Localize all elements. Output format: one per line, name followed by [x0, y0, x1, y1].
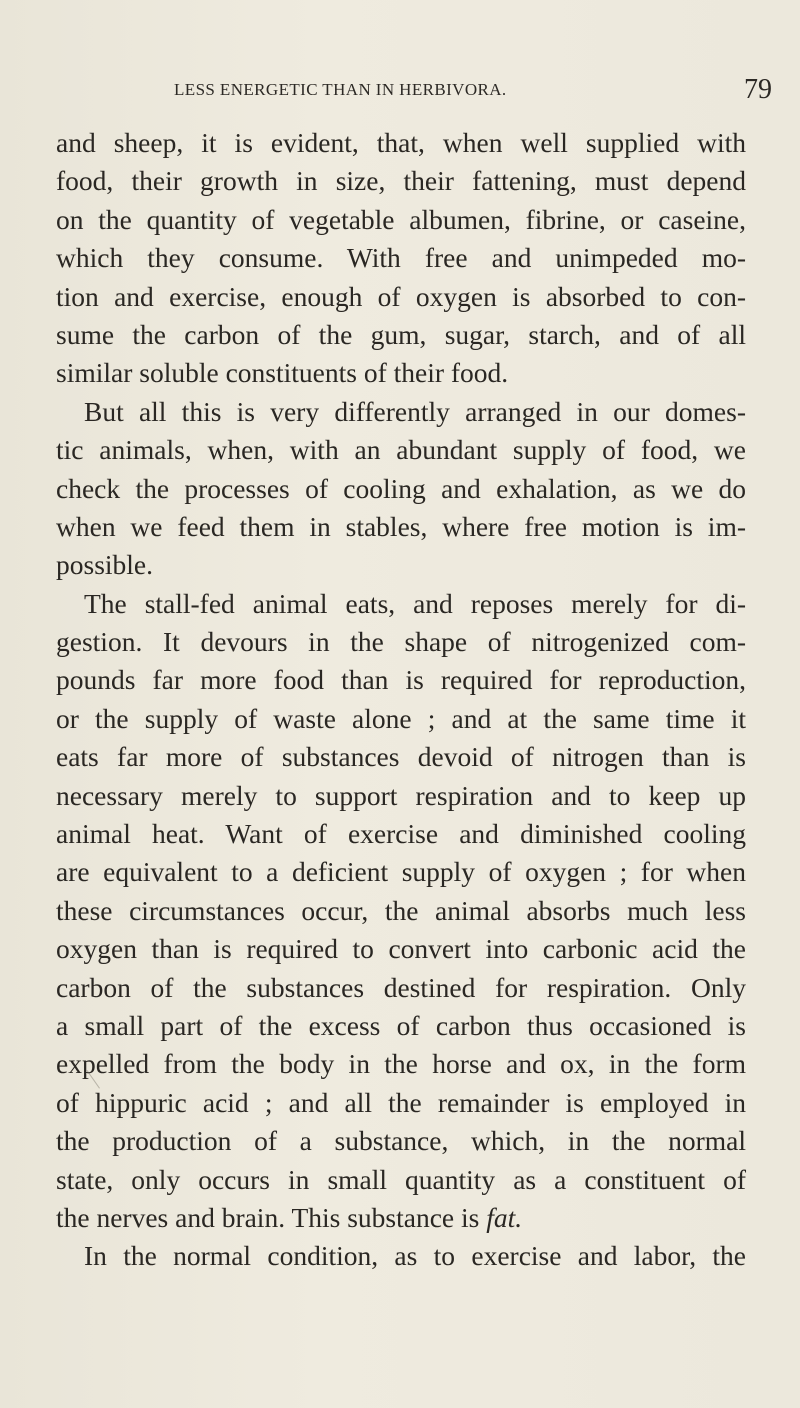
text-line: these circumstances occur, the animal absorbs much less [56, 894, 746, 926]
text-line: oxygen than is required to convert into carbonic acid the [56, 933, 746, 965]
text-line: animal heat. Want of exercise and diminished cooling [56, 818, 746, 850]
text-line: gestion. It devours in the shape of nitrogenized com- [56, 626, 746, 658]
text-line: In the normal condition, as to exercise and labor, the [84, 1240, 746, 1272]
text-line: when we feed them in stables, where free motion is im- [56, 510, 746, 542]
text-line: on the quantity of vegetable albumen, fibrine, or caseine, [56, 203, 746, 235]
text-line: The stall-fed animal eats, and reposes merely for di- [84, 587, 746, 619]
text-line: are equivalent to a deficient supply of oxygen ; for when [56, 856, 746, 888]
text-line: which they consume. With free and unimpeded mo- [56, 242, 746, 274]
page-number: 79 [744, 74, 772, 105]
text-line: eats far more of substances devoid of nitrogen than is [56, 741, 746, 773]
text-line-with-italic [56, 1199, 746, 1237]
text-line: expelled from the body in the horse and ox, in the form [56, 1048, 746, 1080]
text-line: carbon of the substances destined for respiration. Only [56, 971, 746, 1003]
text-line: food, their growth in size, their fattening, must depend [56, 165, 746, 197]
text-line: and sheep, it is evident, that, when well supplied with [56, 127, 746, 158]
text-line: possible. [56, 549, 154, 581]
text-segment: the nerves and brain. This substance is [56, 1201, 487, 1233]
text-line: check the processes of cooling and exhalation, as we do [56, 472, 746, 504]
text-line: tion and exercise, enough of oxygen is absorbed to con- [56, 280, 746, 312]
text-line: necessary merely to support respiration and to keep up [56, 779, 746, 811]
text-line: pounds far more food than is required for reproduction, [56, 664, 746, 696]
text-line: But all this is very differently arranged in our domes- [84, 395, 746, 427]
text-line: a small part of the excess of carbon thus occasioned is [56, 1009, 746, 1041]
running-title: LESS ENERGETIC THAN IN HERBIVORA. [174, 80, 507, 99]
text-line: tic animals, when, with an abundant supply of food, we [56, 434, 746, 466]
text-line: the production of a substance, which, in the normal [56, 1125, 746, 1157]
text-line: state, only occurs in small quantity as a constituent of [56, 1163, 746, 1195]
text-line: sume the carbon of the gum, sugar, starch, and of all [56, 318, 746, 350]
body-text [56, 124, 746, 1276]
text-line: of hippuric acid ; and all the remainder is employed in [56, 1086, 746, 1118]
text-line: or the supply of waste alone ; and at the same time it [56, 702, 746, 734]
running-header [0, 76, 800, 108]
italic-term-fat: fat. [486, 1201, 523, 1233]
text-line: similar soluble constituents of their food. [56, 357, 509, 389]
